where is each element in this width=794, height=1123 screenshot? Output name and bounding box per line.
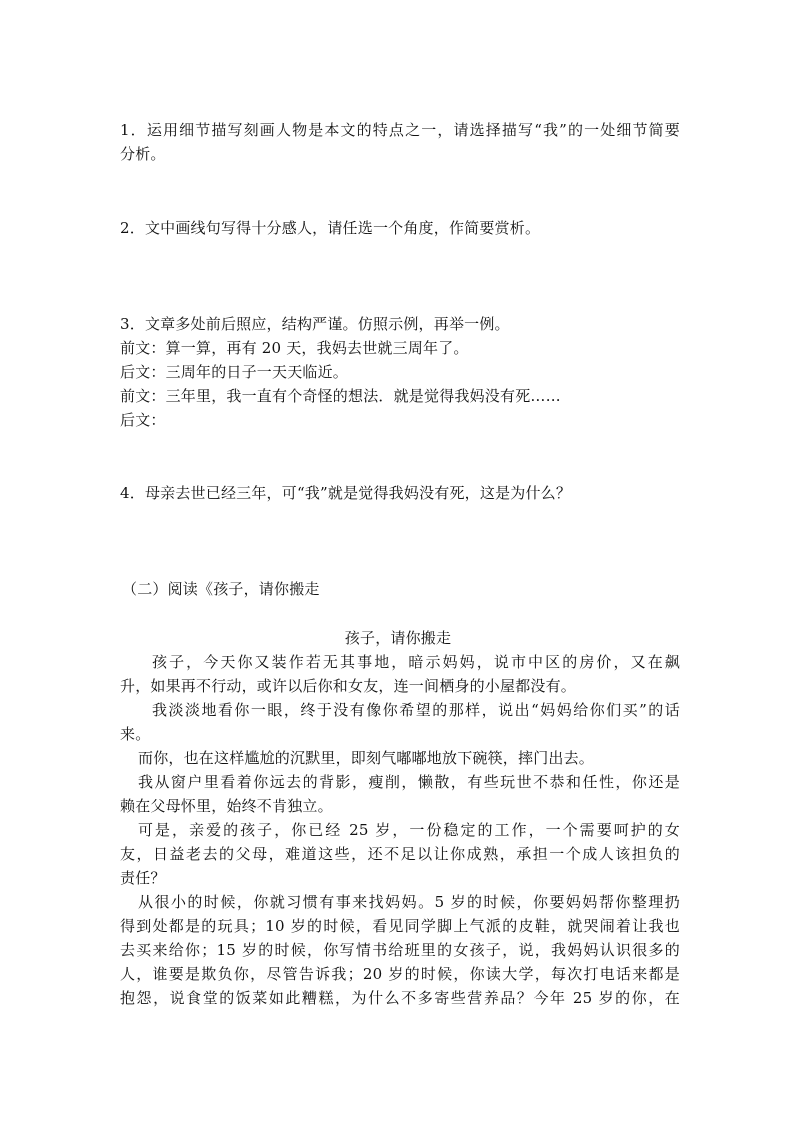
question-3-line-4: 前文：三年里，我一直有个奇怪的想法．就是觉得我妈没有死…… — [120, 387, 561, 405]
question-3-line-1: 3．文章多处前后照应，结构严谨。仿照示例，再举一例。 — [120, 315, 510, 333]
question-4: 4．母亲去世已经三年，可“我”就是觉得我妈没有死，这是为什么？ — [120, 484, 572, 502]
article-line-8: 可是，亲爱的孩子，你已经 25 岁，一份稳定的工作，一个需要呵护的女 — [138, 821, 680, 839]
article-line-4: 来。 — [120, 725, 151, 743]
article-line-7: 赖在父母怀里，始终不肯独立。 — [120, 797, 333, 815]
question-3-line-3: 后文：三周年的日子一天天临近。 — [120, 363, 349, 381]
article-title: 孩子，请你搬走 — [344, 629, 452, 647]
question-1-line-2: 分析。 — [120, 145, 166, 163]
article-line-3: 我淡淡地看你一眼，终于没有像你希望的那样，说出“妈妈给你们买”的话 — [152, 701, 680, 719]
article-line-6: 我从窗户里看着你远去的背影，瘦削，懒散，有些玩世不恭和任性，你还是 — [138, 773, 680, 791]
article-line-1: 孩子，今天你又装作若无其事地，暗示妈妈，说市中区的房价，又在飙 — [152, 653, 680, 671]
article-line-15: 抱怨，说食堂的饭菜如此糟糕，为什么不多寄些营养品？今年 25 岁的你，在 — [120, 989, 680, 1007]
article-line-5: 而你，也在这样尴尬的沉默里，即刻气嘟嘟地放下碗筷，摔门出去。 — [138, 749, 595, 767]
section-2-heading: （二）阅读《孩子，请你搬走 — [122, 580, 320, 598]
article-line-10: 责任？ — [120, 869, 166, 887]
article-line-12: 得到处都是的玩具；10 岁的时候，看见同学脚上气派的皮鞋，就哭闹着让我也 — [120, 917, 680, 935]
article-line-11: 从很小的时候，你就习惯有事来找妈妈。5 岁的时候，你要妈妈帮你整理扔 — [138, 893, 680, 911]
question-2: 2．文中画线句写得十分感人，请任选一个角度，作简要赏析。 — [120, 219, 541, 237]
article-line-13: 去买来给你；15 岁的时候，你写情书给班里的女孩子，说，我妈妈认识很多的 — [120, 941, 680, 959]
article-line-2: 升，如果再不行动，或许以后你和女友，连一间栖身的小屋都没有。 — [120, 677, 577, 695]
question-3-line-5: 后文： — [120, 411, 166, 429]
article-line-14: 人，谁要是欺负你，尽管告诉我；20 岁的时候，你读大学，每次打电话来都是 — [120, 965, 680, 983]
question-3-line-2: 前文：算一算，再有 20 天，我妈去世就三周年了。 — [120, 339, 469, 357]
article-line-9: 友，日益老去的父母，难道这些，还不足以让你成熟，承担一个成人该担负的 — [120, 845, 680, 863]
question-1-line-1: 1．运用细节描写刻画人物是本文的特点之一，请选择描写“我”的一处细节简要 — [120, 121, 680, 139]
